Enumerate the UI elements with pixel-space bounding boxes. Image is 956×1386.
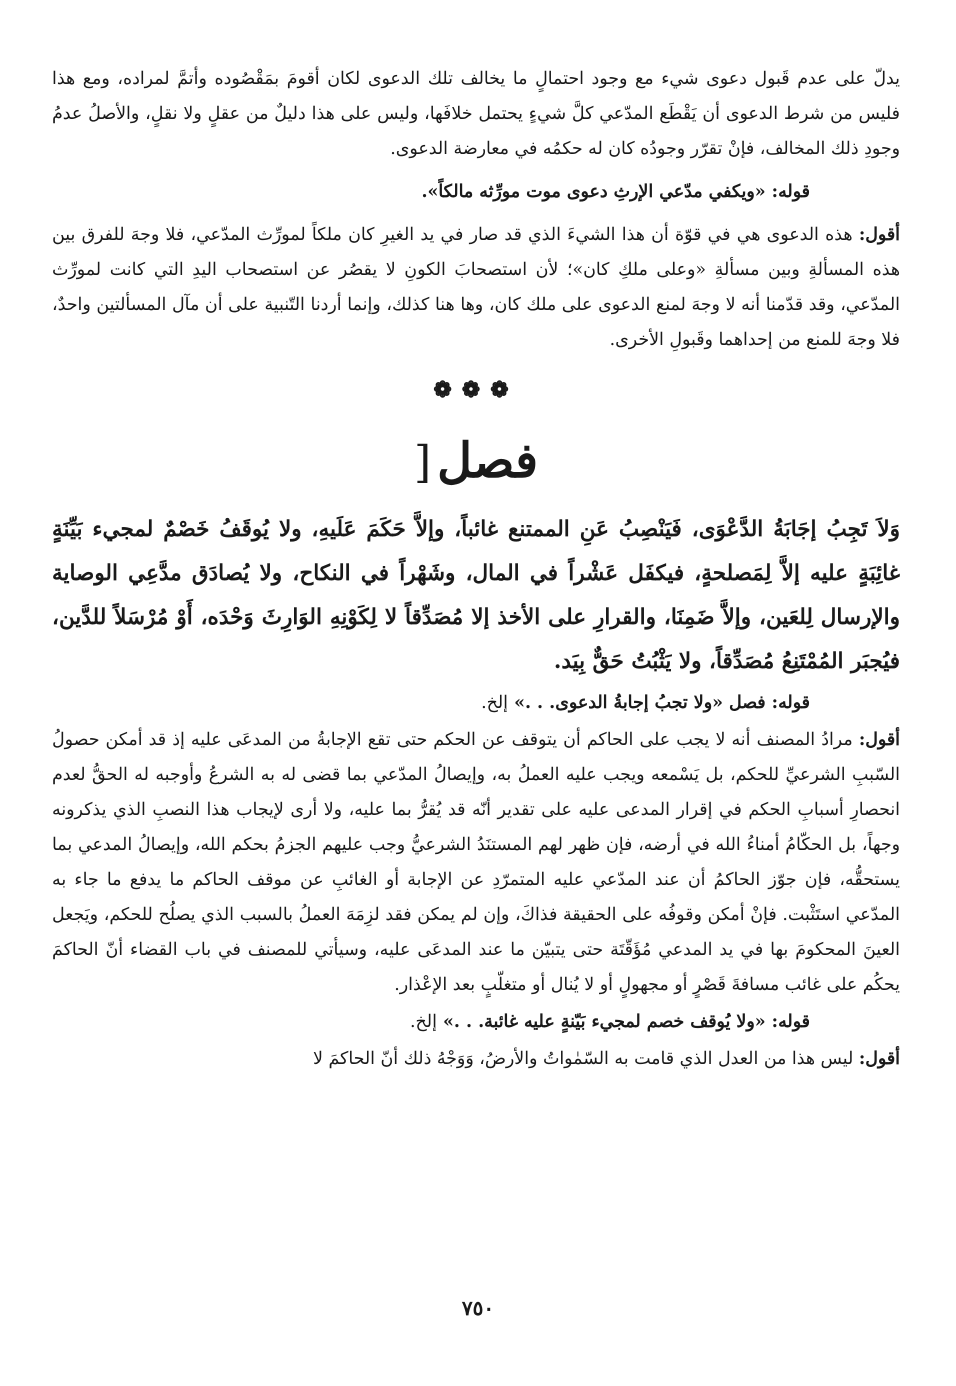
paragraph-aqul-answering-claim xyxy=(52,723,900,1003)
aqul-text: هذه الدعوى هي في قوّة أن هذا الشيءَ الذي قد صار في يد الغيرِ كان ملكاً لمورِّث المدّعي، فلا وجهَ للفرق بين هذه المسألةِ وبين مسألةِ «وعلى ملكِ كان»؛ لأن استصحابَ الكونِ لا يقصُر عن استصحاب اليدِ التي كانت لمورِّث المدّعي، وقد قدّمنا أنه لا وجهَ لمنع الدعوى على ملك كان، وها هنا كذلك، وإنما أردنا التّنبية على أن مآل المسألتين واحدٌ، فلا وجهَ للمنع من إحداهما وقَبولِ الأخرى. xyxy=(52,225,900,350)
chapter-heading xyxy=(52,426,900,498)
aqul-label: أقول: xyxy=(858,225,900,245)
qawl-etc: إلخ. xyxy=(410,1012,437,1032)
aqul-text: مرادُ المصنف أنه لا يجب على الحاكم أن يتوقف عن الحكم حتى تقع الإجابةُ من المدعَى عليه إذ قد أمكن حصولُ السّببِ الشرعيِّ للحكم، بل يَسْمعه ويجب عليه العملُ به، وإيصالُ المدّعي بما قضى له به الشرعُ وأوجبه له الحقُّ لعدم انحصارِ أسبابِ الحكم في إقرار المدعى عليه على تقدير أنّه قد يُقرُّ بما عليه، ولا أرى لإيجاب هذا النصبِ الذي يذكرونه وجهاً، بل الحكّامُ أمناءُ الله في أرضه، فإن ظهر لهم المستنَدُ الشرعيُّ وجب عليهم الجزمُ بحكم الله، وإيصالُ المدعي بما يستحقُّه، فإن جوّز الحاكمُ أن عند المدّعي عليه المتمرّدِ عن الإجابة أو الغائبِ عن موقف الحاكم ما يدفع ما جاء به المدّعي استَثْبت. فإنْ أمكن وقوفُه على الحقيقة فذاكَ، وإن لم يمكن فقد لزِمَهَ العملُ بالسبب الذي يصلُح للحكم، ويَجعل العينَ المحكومَ بها في يد المدعي مُؤَقّتَة حتى يتبيّن ما عند المدعَى عليه، وسيأتي للمصنف في باب القضاء أنّ الحاكمَ يحكُم على غائب مسافةَ قَصْرٍ أو مجهولٍ أو لا يُنال أو متغلّبٍ بعد الإعْذار. xyxy=(52,730,900,995)
qawl-text: قوله: «ولا يُوقف خصم لمجيء بَيّنةٍ عليه غائبة. . .» xyxy=(442,1012,810,1032)
page-number: ٧٥٠ xyxy=(461,1296,495,1320)
paragraph-aqul-absent-evidence xyxy=(52,1042,900,1077)
matn-text: وَلاَ تَجِبُ إجَابَةُ الدَّعْوَى، فَيَنْصِبُ عَنِ الممتنع غائباً، وإلاَّ حَكَمَ عَلَيهِ، ولا يُوقَفُ خَصْمٌ لمجيء بَيِّنَةٍ غائِبَةٍ عليه إلاَّ لِمَصلحةٍ، فيكفَل عَشْراً في المال، وشَهْراً في النكاح، ولا يُصادَق مدَّعِي الوصاية والإرسال لِلعَين، وإلاَّ ضَمِنَا، والقرارِ على الأخذ إلا مُصَدِّقاً لا لِكَوْنِهِ الوَارِثَ وَحْدَه، أَوْ مُرْسَلاً للدَّين، فيُجبَر المُمْتَنِعُ مُصَدِّقاً، ولا يَثْبُتُ حَقٌّ بِيَد. xyxy=(52,517,900,674)
section-separator-ornament: ❁❁❁ xyxy=(433,377,519,403)
chapter-title: فصل xyxy=(437,433,539,489)
qawl-etc: إلخ. xyxy=(481,693,509,713)
spacer xyxy=(52,167,900,173)
page-body xyxy=(52,62,900,1077)
aqul-label: أقول: xyxy=(858,1049,900,1069)
qawl-heading-absent-evidence xyxy=(52,1005,900,1040)
qawl-heading-answering-claim xyxy=(52,686,900,721)
paragraph-aqul-inheritance xyxy=(52,218,900,358)
aqul-text: ليس هذا من العدل الذي قامت به السّمٰواتُ والأرضُ، وَوَجْهُ ذلك أنّ الحاكمَ لا xyxy=(313,1049,854,1069)
paragraph-intro: يدلّ على عدم قَبول دعوى شيء مع وجود احتمالٍ ما يخالف تلك الدعوى لكان أقومَ بمَقْصُوده وأتمَّ لمراده، ومع هذا فليس من شرط الدعوى أن يَقْطَع المدّعي كلَّ شيءٍ يحتمل خلافَها، وليس على هذا دليلٌ من عقلٍ ولا نقلٍ، والأصلُ عدمُ وجودِ ذلك المخالف، فإنْ تقرّر وجودُه كان له حكمُه في معارضة الدعوى. xyxy=(52,69,900,159)
qawl-text: قوله: فصل «ولا تجبُ إجابةُ الدعوى. . .» xyxy=(514,693,810,713)
qawl-heading-inheritance: قوله: «ويكفي مدّعي الإرثِ دعوى موت مورِّثه مالكاً». xyxy=(421,182,810,202)
chapter-bracket: [ xyxy=(413,437,432,488)
aqul-label: أقول: xyxy=(858,730,900,750)
